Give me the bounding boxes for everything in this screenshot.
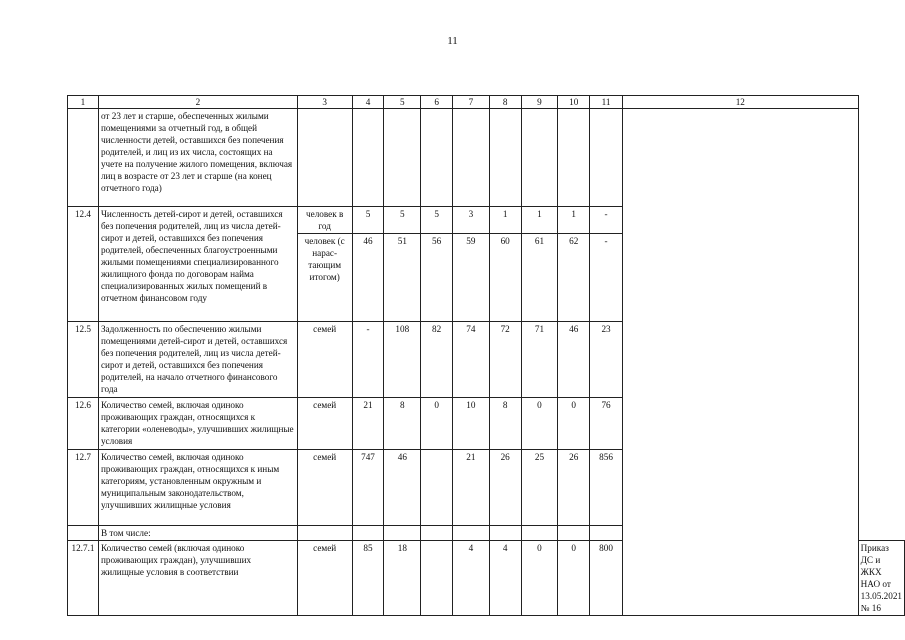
header-row [68,96,905,109]
value-cell: 5 [421,207,453,234]
indicator-name: Количество семей, включая одиноко проживающих граждан, относящихся к иным категориям, установленным окружным и муниципальным законодательством, улучшивших жилищные условия [98,450,297,526]
value-cell: 8 [384,398,421,450]
value-cell: 21 [453,450,490,526]
value-cell: 0 [558,541,590,616]
value-cell: 800 [590,541,623,616]
value-cell: 5 [352,207,384,234]
value-cell: 25 [521,450,558,526]
value-cell: 1 [521,207,558,234]
value-cell: 4 [489,541,521,616]
value-cell: 59 [453,234,490,322]
unit-cell: семей [297,398,352,450]
header-cell: 7 [453,96,490,109]
value-cell: 60 [489,234,521,322]
value-cell: 26 [489,450,521,526]
value-cell: - [352,322,384,398]
value-cell: 21 [352,398,384,450]
indicator-name: от 23 лет и старше, обеспеченных жилыми помещениями за отчетный год, в общей численности детей, оставшихся без попечения родителей, и лиц из их числа, состоящих на учете на получение жилого помещения, включая лиц в возрасте от 23 лет и старше (на конец отчетного года) [98,109,297,207]
value-cell: 108 [384,322,421,398]
value-cell: 10 [453,398,490,450]
value-cell: 26 [558,450,590,526]
indicator-name: Численность детей-сирот и детей, оставшихся без попечения родителей, лиц из числа детей-сирот и детей, оставшихся без попечения родителей, обеспеченных благоустроенными жилыми помещениями специализированного жилищного фонда по договорам найма специализированных жилых помещений в отчетном финансовом году [98,207,297,322]
value-cell: 23 [590,322,623,398]
value-cell [421,450,453,526]
indicator-name: Задолженность по обеспечению жилыми помещениями детей-сирот и детей, оставшихся без попечения родителей, лиц из числа детей-сирот и детей, оставшихся без попечения родителей, на начало отчетного финансового года [98,322,297,398]
value-cell: 46 [384,450,421,526]
header-cell: 8 [489,96,521,109]
unit-cell: человек (с нарас-тающим итогом) [297,234,352,322]
value-cell: 8 [489,398,521,450]
unit-cell: семей [297,322,352,398]
indicator-name: Количество семей, включая одиноко проживающих граждан, относящихся к категории «оленеводы», улучшивших жилищные условия [98,398,297,450]
value-cell: 62 [558,234,590,322]
value-cell: 0 [558,398,590,450]
value-cell: 0 [521,541,558,616]
value-cell: 46 [558,322,590,398]
value-cell: 61 [521,234,558,322]
value-cell: 1 [489,207,521,234]
value-cell: 51 [384,234,421,322]
value-cell: 856 [590,450,623,526]
value-cell: 1 [558,207,590,234]
header-cell: 9 [521,96,558,109]
value-cell: 72 [489,322,521,398]
header-cell: 4 [352,96,384,109]
table-row [68,109,905,207]
value-cell: - [590,207,623,234]
unit-cell: семей [297,541,352,616]
value-cell: 3 [453,207,490,234]
row-id: 12.7.1 [68,541,99,616]
value-cell: 74 [453,322,490,398]
header-cell: 6 [421,96,453,109]
header-cell: 3 [297,96,352,109]
row-id: 12.6 [68,398,99,450]
value-cell: 18 [384,541,421,616]
row-id: 12.5 [68,322,99,398]
value-cell [421,541,453,616]
value-cell: 0 [421,398,453,450]
value-cell: 82 [421,322,453,398]
unit-cell: семей [297,450,352,526]
row-id: 12.4 [68,207,99,322]
indicators-table [67,95,905,616]
unit-cell: человек в год [297,207,352,234]
including-label: В том числе: [98,526,297,541]
value-cell: 4 [453,541,490,616]
note-cell: Приказ ДС и ЖКХ НАО от 13.05.2021 № 16 [858,541,904,616]
value-cell: 5 [384,207,421,234]
header-cell: 1 [68,96,99,109]
value-cell: 56 [421,234,453,322]
value-cell: 85 [352,541,384,616]
value-cell: 46 [352,234,384,322]
value-cell: 76 [590,398,623,450]
page-number: 11 [447,35,458,47]
header-cell: 2 [98,96,297,109]
header-cell: 12 [622,96,858,109]
value-cell: - [590,234,623,322]
value-cell: 71 [521,322,558,398]
row-id: 12.7 [68,450,99,526]
header-cell: 5 [384,96,421,109]
value-cell: 747 [352,450,384,526]
header-cell: 11 [590,96,623,109]
value-cell: 0 [521,398,558,450]
header-cell: 10 [558,96,590,109]
notes-cell [622,109,858,616]
indicator-name: Количество семей (включая одиноко проживающих граждан), улучшивших жилищные условия в соответствии [98,541,297,616]
